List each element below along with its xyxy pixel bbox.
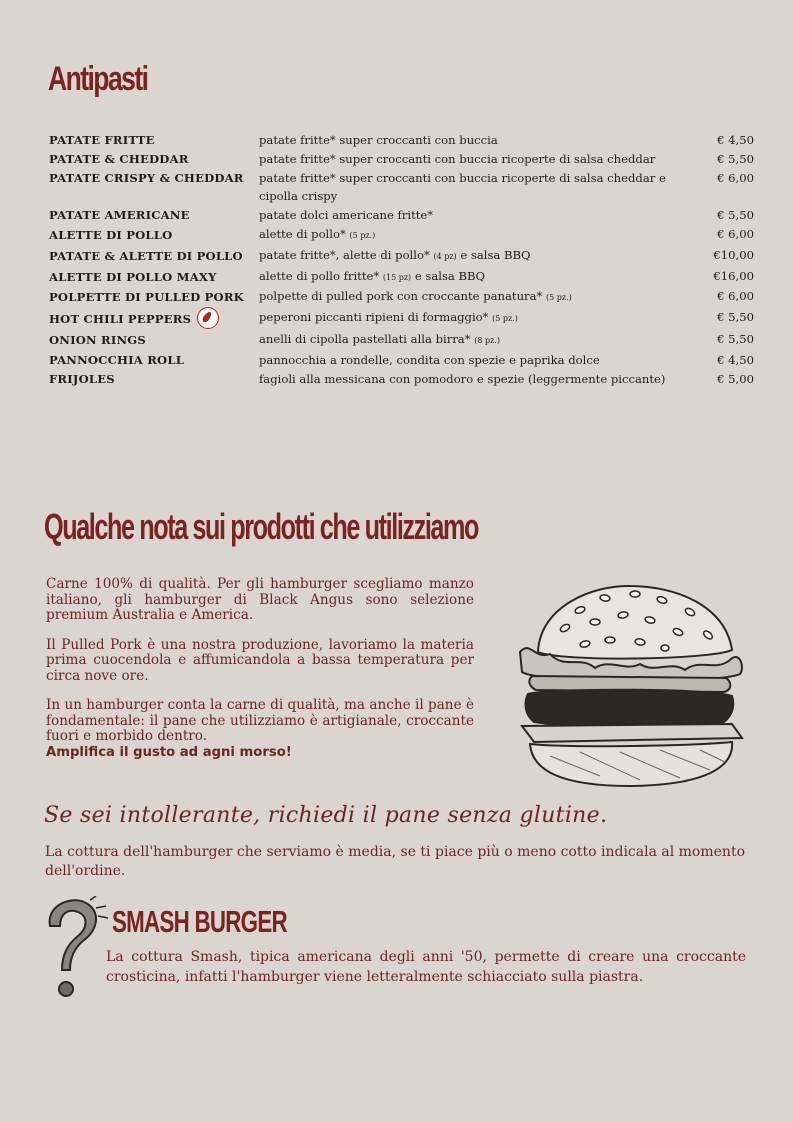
- notes-paragraph: Carne 100% di qualità. Per gli hamburger scegliamo manzo italiano, gli hamburger di Black Angus sono selezione premium Australia e America.: [46, 576, 474, 623]
- item-description: patate dolci americane fritte*: [259, 208, 434, 223]
- item-price: € 5,00: [717, 371, 754, 386]
- menu-item: [49, 169, 754, 207]
- item-price: € 6,00: [717, 289, 754, 304]
- item-description: [259, 330, 711, 351]
- item-name: ALETTE DI POLLO: [49, 227, 173, 242]
- menu-item: [49, 351, 754, 370]
- item-price: € 5,50: [717, 310, 754, 325]
- item-desc-text: alette di pollo fritte*: [259, 268, 380, 283]
- menu-item: [49, 206, 754, 225]
- chili-pepper-icon: [197, 307, 219, 329]
- item-desc-text: anelli di cipolla pastellati alla birra*: [259, 332, 471, 347]
- item-name: POLPETTE DI PULLED PORK: [49, 290, 244, 305]
- notes-paragraph: Il Pulled Pork è una nostra produzione, lavoriamo la materia prima cuocendola e affumicandola a bassa temperatura per circa nove ore.: [46, 636, 474, 684]
- item-description: patate fritte* super croccanti con buccia: [259, 133, 498, 147]
- item-description-line1: patate fritte* super croccanti con buccia ricoperte di salsa cheddar e: [259, 170, 666, 185]
- item-description: fagioli alla messicana con pomodoro e spezie (leggermente piccante): [259, 371, 666, 386]
- item-desc-text: patate fritte*, alette di pollo*: [259, 247, 430, 262]
- item-quantity: (5 pz.): [349, 230, 376, 240]
- item-name: ONION RINGS: [49, 333, 146, 348]
- cooking-note: La cottura dell'hamburger che serviamo è media, se ti piace più o meno cotto indicala al momento dell'ordine.: [45, 844, 745, 879]
- item-name-wrap: [49, 308, 259, 330]
- menu-item: [49, 131, 754, 150]
- item-price: € 4,50: [717, 352, 754, 367]
- item-quantity: (4 pz): [433, 251, 457, 261]
- item-name: ALETTE DI POLLO MAXY: [49, 269, 217, 284]
- item-quantity: (15 pz): [382, 272, 412, 282]
- item-quantity: (5 pz.): [546, 293, 572, 303]
- antipasti-title: Antipasti: [48, 60, 148, 98]
- menu-item: [49, 225, 754, 246]
- item-name: PATATE CRISPY & CHEDDAR: [49, 170, 244, 185]
- item-price: € 4,50: [717, 133, 754, 147]
- gluten-free-note: Se sei intollerante, richiedi il pane senza glutine.: [44, 803, 608, 828]
- item-price: € 5,50: [717, 151, 754, 166]
- item-quantity: (5 pz.): [492, 314, 518, 324]
- item-price: €16,00: [713, 268, 754, 283]
- item-price: €10,00: [713, 247, 754, 262]
- item-desc-after: e salsa BBQ: [414, 268, 486, 283]
- menu-item: [49, 267, 754, 288]
- item-name: PATATE & ALETTE DI POLLO: [49, 248, 243, 263]
- item-price: € 6,00: [717, 170, 754, 185]
- item-desc-text: peperoni piccanti ripieni di formaggio*: [259, 310, 489, 325]
- item-price: € 6,00: [717, 226, 754, 241]
- notes-text: [46, 577, 474, 760]
- item-name: FRIJOLES: [49, 371, 115, 386]
- item-name: PANNOCCHIA ROLL: [49, 352, 185, 367]
- notes-highlight: Amplifica il gusto ad agni morso!: [46, 744, 292, 760]
- item-desc-after: e salsa BBQ: [460, 247, 531, 262]
- item-description: [259, 267, 711, 288]
- menu-item: [49, 330, 754, 351]
- item-description: patate fritte* super croccanti con buccia ricoperte di salsa cheddar: [259, 151, 656, 166]
- item-name: PATATE AMERICANE: [49, 208, 190, 223]
- menu-item: [49, 308, 754, 330]
- item-description: [259, 308, 711, 330]
- menu-item: [49, 150, 754, 169]
- question-mark-icon: [40, 896, 110, 1001]
- item-price: € 5,50: [717, 332, 754, 347]
- item-name: PATATE & CHEDDAR: [49, 151, 189, 166]
- item-description: [259, 287, 711, 308]
- notes-title: Qualche nota sui prodotti che utilizziamo: [44, 506, 479, 547]
- notes-paragraph: In un hamburger conta la carne di qualità, ma anche il pane è fondamentale: il pane che utilizziamo è artigianale, croccante fuori e morbido dentro.: [46, 697, 474, 744]
- smash-burger-title: SMASH BURGER: [112, 904, 287, 939]
- antipasti-menu: [49, 131, 754, 389]
- smash-burger-text: La cottura Smash, tipica americana degli anni '50, permette di creare una croccante crosticina, infatti l'hamburger viene letteralmente schiacciato sulla piastra.: [106, 949, 746, 985]
- item-description: [259, 246, 711, 267]
- item-description: [259, 169, 711, 207]
- item-desc-text: alette di pollo*: [259, 226, 346, 241]
- item-desc-text: polpette di pulled pork con croccante panatura*: [259, 289, 543, 304]
- item-description-line2: cipolla crispy: [259, 189, 338, 204]
- item-description: pannocchia a rondelle, condita con spezie e paprika dolce: [259, 352, 600, 367]
- menu-item: [49, 246, 754, 267]
- item-name: HOT CHILI PEPPERS: [49, 311, 192, 326]
- menu-item: [49, 287, 754, 308]
- item-name: PATATE FRITTE: [49, 133, 155, 147]
- item-description: [259, 225, 711, 246]
- menu-item: [49, 370, 754, 389]
- item-price: € 5,50: [717, 208, 754, 223]
- burger-illustration: [510, 580, 745, 795]
- item-quantity: (8 pz.): [474, 336, 500, 346]
